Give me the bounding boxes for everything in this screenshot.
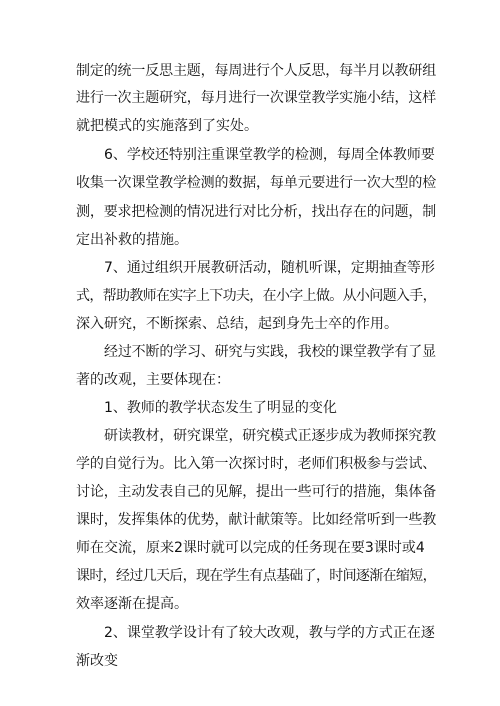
text-line: 7、通过组织开展教研活动，随机听课，定期抽查等形: [104, 260, 435, 276]
text-line: 进行一次主题研究，每月进行一次课堂教学实施小结，这样: [76, 90, 437, 106]
text-line: 测，要求把检测的情况进行对比分析，找出存在的问题，制: [76, 204, 437, 220]
text-line: 学的自觉行为。比入第一次探讨时，老师们积极参与尝试、: [76, 456, 437, 472]
text-line: 研读教材，研究课堂，研究模式正逐步成为教师探究教: [104, 428, 436, 444]
text-line: 讨论，主动发表自己的见解，提出一些可行的措施，集体备: [76, 484, 437, 500]
text-line: 课时，经过几天后，现在学生有点基础了，时间逐渐在缩短，: [76, 568, 436, 584]
text-line: 效率逐渐在提高。: [76, 596, 188, 612]
text-line: 6、学校还特别注重课堂教学的检测，每周全体教师要: [104, 147, 435, 163]
text-line: 经过不断的学习、研究与实践，我校的课堂教学有了显: [104, 344, 436, 360]
text-line: 2、课堂教学设计有了较大改观，教与学的方式正在逐: [104, 625, 435, 641]
text-line: 收集一次课堂教学检测的数据，每单元要进行一次大型的检: [76, 175, 437, 191]
text-line: 师在交流，原来2课时就可以完成的任务现在要3课时或4: [76, 540, 425, 556]
text-line: 渐改变: [76, 653, 118, 669]
text-line: 就把模式的实施落到了实处。: [76, 118, 258, 134]
text-line: 著的改观，主要体现在：: [76, 372, 230, 388]
text-line: 深入研究，不断探索、总结，起到身先士卒的作用。: [76, 316, 398, 332]
text-line: 定出补救的措施。: [76, 232, 188, 248]
text-line: 式，帮助教师在实字上下功夫，在小字上做。从小问题入手，: [76, 288, 436, 304]
text-line: 制定的统一反思主题，每周进行个人反思，每半月以教研组: [76, 63, 437, 79]
text-line: 课时，发挥集体的优势，献计献策等。比如经常听到一些教: [76, 512, 437, 528]
text-line: 1、教师的教学状态发生了明显的变化: [104, 400, 337, 416]
